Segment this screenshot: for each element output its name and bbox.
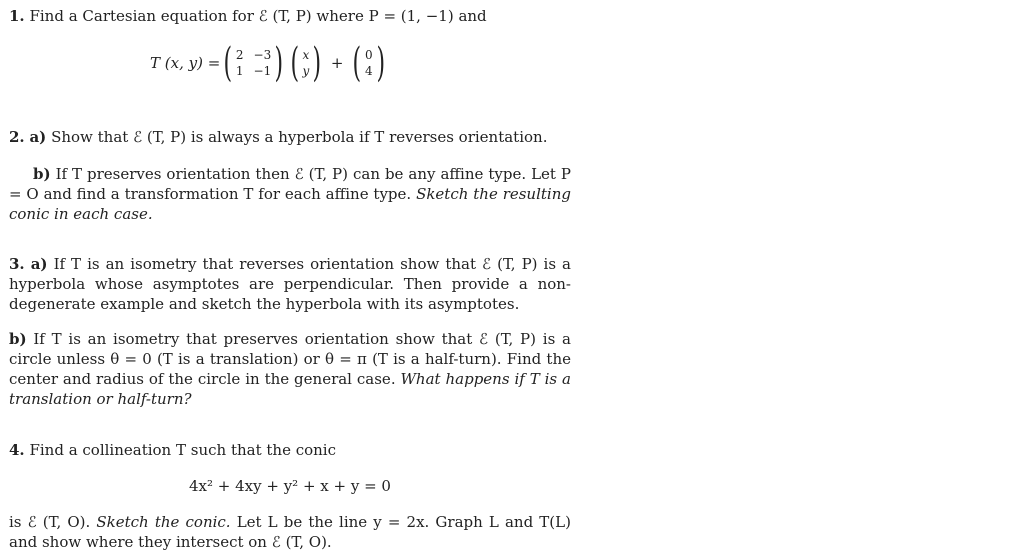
right-paren: ) [376, 40, 385, 86]
matrix-entry: 1 [235, 64, 244, 78]
matrix-entry: −3 [253, 48, 272, 62]
problem-text: Show that ℰ (T, P) is always a hyperbola if T reverses orientation. [51, 128, 548, 146]
part-label: a) [29, 128, 47, 146]
problem-text: Let L be the line y = 2x. Graph L and T(L) and show where they intersect on ℰ (T, O). [9, 513, 571, 551]
right-paren: ) [312, 40, 322, 86]
problem-2b [9, 164, 571, 224]
vector-constant [365, 47, 373, 79]
matrix-entry: 2 [235, 48, 244, 62]
problem-text: If T is an isometry that preserves orientation show that ℰ (T, P) is a circle unless θ = 0 (T is a translation) or θ = π (T is a half-turn). Find the center and radius of the circle in the general case. [9, 330, 571, 388]
problem-number: 3. [9, 255, 25, 273]
problem-text: Find a Cartesian equation for ℰ (T, P) where P = (1, −1) and [29, 7, 487, 25]
problem-italic-text: Sketch the conic. [96, 513, 231, 531]
problem-2a [9, 127, 571, 147]
conic-equation: 4x² + 4xy + y² + x + y = 0 [189, 477, 391, 495]
matrix-entry: −1 [253, 64, 272, 78]
problem-4 [9, 440, 571, 460]
vector-entry: x [302, 48, 310, 62]
problem-3a [9, 254, 571, 314]
vector-xy [302, 47, 309, 79]
formula-lhs: T (x, y) = [150, 54, 221, 72]
problem-italic-text: What happens if T is a translation or half-turn? [9, 370, 571, 408]
problem-text: Find a collineation T such that the conic [29, 441, 337, 459]
right-paren: ) [274, 40, 284, 86]
part-label: a) [30, 255, 48, 273]
problem-text: is ℰ (T, O). [9, 513, 91, 531]
left-paren: ( [290, 40, 299, 86]
problem-3b [9, 329, 571, 409]
transformation-formula [150, 42, 388, 84]
problem-text: If T preserves orientation then ℰ (T, P) can be any affine type. Let P = O and find a transformation T for each affine type. [9, 165, 571, 203]
plus-sign: + [330, 54, 344, 72]
problem-4-continued [9, 512, 571, 552]
problem-italic-text: Sketch the resulting conic in each case. [9, 185, 571, 223]
left-paren: ( [352, 40, 362, 86]
vector-entry: 0 [365, 48, 373, 62]
problem-text: If T is an isometry that reverses orientation show that ℰ (T, P) is a hyperbola whose asymptotes are perpendicular. Then provide a non-degenerate example and sketch the hyperbola with its asymptotes. [9, 255, 571, 313]
problem-number: 4. [9, 441, 25, 459]
vector-entry: 4 [365, 64, 373, 78]
part-label: b) [9, 330, 27, 348]
vector-entry: y [302, 64, 310, 78]
left-paren: ( [223, 40, 233, 86]
matrix [236, 47, 271, 79]
problem-number: 2. [9, 128, 25, 146]
part-label: b) [33, 165, 51, 183]
problem-1 [9, 6, 571, 26]
problem-number: 1. [9, 7, 25, 25]
